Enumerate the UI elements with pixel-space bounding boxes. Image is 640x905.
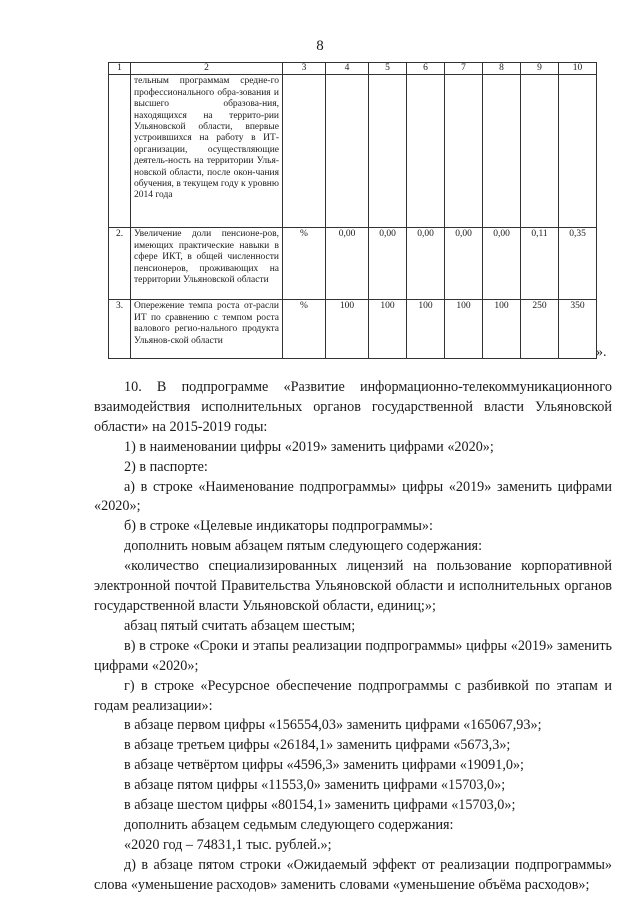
indicator-text: тельным программам средне-го профессионального обра-зования и высшего образова-ния, находящихся на террито-рии Ульяновской области, впервые устроившихся на работу в ИТ-организации, осуществляющие деятель-ность на территории Улья-новской области, после окон-чания обучения, в текущем году к уровню 2014 года (131, 75, 283, 228)
paragraph: дополнить новым абзацем пятым следующего содержания: (124, 538, 483, 555)
paragraph: б) в строке «Целевые индикаторы подпрограммы»: (124, 518, 433, 535)
header-cell: 4 (326, 63, 369, 75)
paragraph: 2) в паспорте: (124, 458, 208, 475)
value-cell: 350 (559, 300, 597, 359)
paragraph: 10. В подпрограмме «Развитие информационно-телекоммуникационного взаимодействия исполнительных органов государственной власти Ульяновской области» на 2015-2019 годы: (94, 379, 612, 435)
indicator-text: Увеличение доли пенсионе-ров, имеющих практические навыки в сфере ИКТ, в общей численности пенсионеров, проживающих на территории Ульяновской области (131, 228, 283, 300)
paragraph: г) в строке «Ресурсное обеспечение подпрограммы с разбивкой по этапам и годам реализации»: (94, 677, 612, 714)
value-cell: 0,00 (369, 228, 407, 300)
value-cell (521, 75, 559, 228)
amendment-text (94, 378, 612, 896)
row-number (109, 75, 131, 228)
row-number: 2. (109, 228, 131, 300)
value-cell: 100 (369, 300, 407, 359)
value-cell: 250 (521, 300, 559, 359)
value-cell: 100 (483, 300, 521, 359)
paragraph: в абзаце третьем цифры «26184,1» заменить цифрами «5673,3»; (124, 737, 511, 754)
paragraph: 1) в наименовании цифры «2019» заменить цифрами «2020»; (124, 438, 494, 455)
paragraph: в абзаце пятом цифры «11553,0» заменить цифрами «15703,0»; (124, 777, 506, 794)
unit-cell: % (283, 228, 326, 300)
row-number: 3. (109, 300, 131, 359)
paragraph: а) в строке «Наименование подпрограммы» цифры «2019» заменить цифрами «2020»; (94, 478, 612, 515)
value-cell: 100 (326, 300, 369, 359)
paragraph: дополнить абзацем седьмым следующего содержания: (124, 816, 454, 833)
header-cell: 10 (559, 63, 597, 75)
value-cell: 0,11 (521, 228, 559, 300)
value-cell (445, 75, 483, 228)
indicators-table (108, 62, 597, 359)
table-header-row (109, 63, 597, 75)
page-number: 8 (316, 38, 324, 54)
value-cell (483, 75, 521, 228)
table-row (109, 228, 597, 300)
unit-cell (283, 75, 326, 228)
paragraph: в) в строке «Сроки и этапы реализации подпрограммы» цифры «2019» заменить цифрами «2020»; (94, 637, 612, 674)
paragraph: в абзаце четвёртом цифры «4596,3» заменить цифрами «19091,0»; (124, 757, 524, 774)
unit-cell: % (283, 300, 326, 359)
value-cell: 0,00 (326, 228, 369, 300)
paragraph: в абзаце первом цифры «156554,03» заменить цифрами «165067,93»; (124, 717, 542, 734)
header-cell: 1 (109, 63, 131, 75)
paragraph: «2020 год – 74831,1 тыс. рублей.»; (124, 836, 332, 853)
value-cell: 0,00 (407, 228, 445, 300)
value-cell: 100 (407, 300, 445, 359)
header-cell: 8 (483, 63, 521, 75)
header-cell: 6 (407, 63, 445, 75)
paragraph: «количество специализированных лицензий на пользование корпоративной электронной почтой Правительства Ульяновской области и исполнительных органов государственной власти Ульяновской области, единиц;»; (94, 558, 612, 614)
value-cell (559, 75, 597, 228)
header-cell: 9 (521, 63, 559, 75)
value-cell: 100 (445, 300, 483, 359)
table-closing-quote: ». (596, 345, 607, 360)
value-cell: 0,00 (445, 228, 483, 300)
table-row (109, 300, 597, 359)
paragraph: в абзаце шестом цифры «80154,1» заменить цифрами «15703,0»; (124, 797, 516, 814)
value-cell: 0,00 (483, 228, 521, 300)
table-row (109, 75, 597, 228)
paragraph: д) в абзаце пятом строки «Ожидаемый эффект от реализации подпрограммы» слова «уменьшение расходов» заменить словами «уменьшение объёма расходов»; (94, 856, 612, 893)
header-cell: 5 (369, 63, 407, 75)
header-cell: 2 (131, 63, 283, 75)
header-cell: 3 (283, 63, 326, 75)
value-cell (326, 75, 369, 228)
paragraph: абзац пятый считать абзацем шестым; (124, 617, 356, 634)
header-cell: 7 (445, 63, 483, 75)
value-cell: 0,35 (559, 228, 597, 300)
value-cell (369, 75, 407, 228)
value-cell (407, 75, 445, 228)
indicator-text: Опережение темпа роста от-расли ИТ по сравнению с темпом роста валового регио-нального продукта Ульянов-ской области (131, 300, 283, 359)
